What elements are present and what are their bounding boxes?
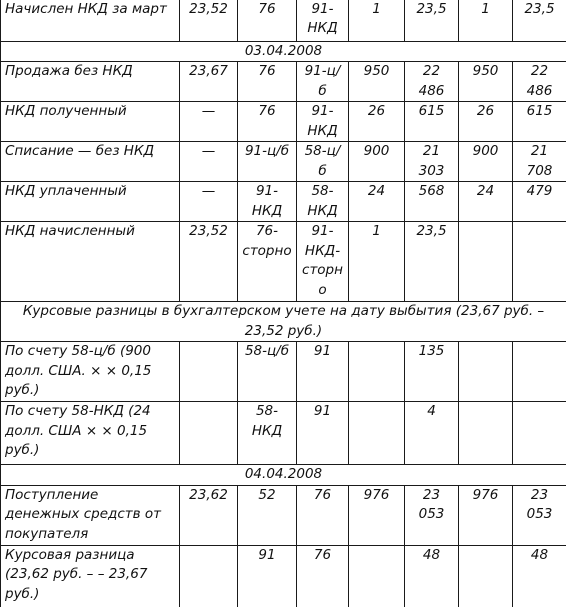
amount-rub-cell: 568 <box>405 182 459 222</box>
exchange-rate-cell: 23,52 <box>180 222 238 302</box>
table-row <box>1 342 566 402</box>
date-row <box>1 42 566 62</box>
operation-cell: НКД начисленный <box>1 222 180 302</box>
debit-account-cell: 76 <box>238 102 297 142</box>
credit-account-cell: 91-НКД <box>297 0 349 42</box>
table-row <box>1 62 566 102</box>
debit-account-cell: 91-ц/б <box>238 142 297 182</box>
tax-amount-rub-cell <box>513 342 566 402</box>
credit-account-cell: 58-ц/б <box>297 142 349 182</box>
tax-amount-rub-cell: 22 486 <box>513 62 566 102</box>
amount-rub-cell: 23,5 <box>405 0 459 42</box>
table-row <box>1 142 566 182</box>
operation-cell: Поступление денежных средств от покупателя <box>1 485 180 545</box>
table-body <box>1 0 566 607</box>
amount-rub-cell: 48 <box>405 545 459 607</box>
table-row <box>1 222 566 302</box>
amount-usd-cell: 950 <box>349 62 405 102</box>
tax-amount-rub-cell: 23,5 <box>513 0 566 42</box>
debit-account-cell: 52 <box>238 485 297 545</box>
date-row <box>1 465 566 485</box>
table-row <box>1 0 566 42</box>
tax-amount-rub-cell <box>513 402 566 465</box>
tax-amount-usd-cell <box>459 545 513 607</box>
table-row <box>1 182 566 222</box>
operation-cell: Продажа без НКД <box>1 62 180 102</box>
tax-amount-usd-cell: 950 <box>459 62 513 102</box>
credit-account-cell: 76 <box>297 545 349 607</box>
tax-amount-usd-cell: 1 <box>459 0 513 42</box>
tax-amount-usd-cell <box>459 222 513 302</box>
debit-account-cell: 76-сторно <box>238 222 297 302</box>
credit-account-cell: 91-ц/б <box>297 62 349 102</box>
amount-rub-cell: 22 486 <box>405 62 459 102</box>
exchange-rate-cell: — <box>180 142 238 182</box>
operation-cell: НКД уплаченный <box>1 182 180 222</box>
exchange-rate-cell: 23,62 <box>180 485 238 545</box>
exchange-rate-cell <box>180 545 238 607</box>
date-label: 04.04.2008 <box>1 465 566 485</box>
amount-usd-cell <box>349 402 405 465</box>
tax-amount-usd-cell: 900 <box>459 142 513 182</box>
section-header-row <box>1 302 566 342</box>
amount-usd-cell: 24 <box>349 182 405 222</box>
table-row <box>1 545 566 607</box>
debit-account-cell: 58-НКД <box>238 402 297 465</box>
tax-amount-rub-cell: 21 708 <box>513 142 566 182</box>
operation-cell: Списание — без НКД <box>1 142 180 182</box>
credit-account-cell: 91-НКД <box>297 102 349 142</box>
debit-account-cell: 76 <box>238 0 297 42</box>
debit-account-cell: 91-НКД <box>238 182 297 222</box>
date-label: 03.04.2008 <box>1 42 566 62</box>
amount-rub-cell: 4 <box>405 402 459 465</box>
credit-account-cell: 91-НКД-сторно <box>297 222 349 302</box>
operation-cell: НКД полученный <box>1 102 180 142</box>
debit-account-cell: 76 <box>238 62 297 102</box>
table-row <box>1 485 566 545</box>
amount-rub-cell: 21 303 <box>405 142 459 182</box>
tax-amount-rub-cell <box>513 222 566 302</box>
table-row <box>1 102 566 142</box>
section-header: Курсовые разницы в бухгалтерском учете на дату выбытия (23,67 руб. – 23,52 руб.) <box>1 302 566 342</box>
operation-cell: Начислен НКД за март <box>1 0 180 42</box>
debit-account-cell: 91 <box>238 545 297 607</box>
exchange-rate-cell <box>180 402 238 465</box>
amount-rub-cell: 23 053 <box>405 485 459 545</box>
amount-usd-cell <box>349 342 405 402</box>
amount-usd-cell: 900 <box>349 142 405 182</box>
amount-usd-cell: 1 <box>349 0 405 42</box>
amount-rub-cell: 23,5 <box>405 222 459 302</box>
operation-cell: По счету 58-НКД (24 долл. США × × 0,15 руб.) <box>1 402 180 465</box>
tax-amount-usd-cell: 976 <box>459 485 513 545</box>
tax-amount-usd-cell: 26 <box>459 102 513 142</box>
debit-account-cell: 58-ц/б <box>238 342 297 402</box>
credit-account-cell: 91 <box>297 342 349 402</box>
amount-rub-cell: 615 <box>405 102 459 142</box>
tax-amount-rub-cell: 23 053 <box>513 485 566 545</box>
tax-amount-rub-cell: 615 <box>513 102 566 142</box>
exchange-rate-cell: 23,67 <box>180 62 238 102</box>
amount-usd-cell: 1 <box>349 222 405 302</box>
operation-cell: По счету 58-ц/б (900 долл. США. × × 0,15 руб.) <box>1 342 180 402</box>
operation-cell: Курсовая разница (23,62 руб. – – 23,67 руб.) <box>1 545 180 607</box>
amount-usd-cell: 976 <box>349 485 405 545</box>
table-row <box>1 402 566 465</box>
amount-usd-cell <box>349 545 405 607</box>
exchange-rate-cell: — <box>180 182 238 222</box>
tax-amount-rub-cell: 479 <box>513 182 566 222</box>
amount-usd-cell: 26 <box>349 102 405 142</box>
tax-amount-usd-cell <box>459 402 513 465</box>
exchange-rate-cell <box>180 342 238 402</box>
credit-account-cell: 91 <box>297 402 349 465</box>
credit-account-cell: 58-НКД <box>297 182 349 222</box>
exchange-rate-cell: — <box>180 102 238 142</box>
tax-amount-usd-cell <box>459 342 513 402</box>
exchange-rate-cell: 23,52 <box>180 0 238 42</box>
credit-account-cell: 76 <box>297 485 349 545</box>
tax-amount-rub-cell: 48 <box>513 545 566 607</box>
tax-amount-usd-cell: 24 <box>459 182 513 222</box>
amount-rub-cell: 135 <box>405 342 459 402</box>
